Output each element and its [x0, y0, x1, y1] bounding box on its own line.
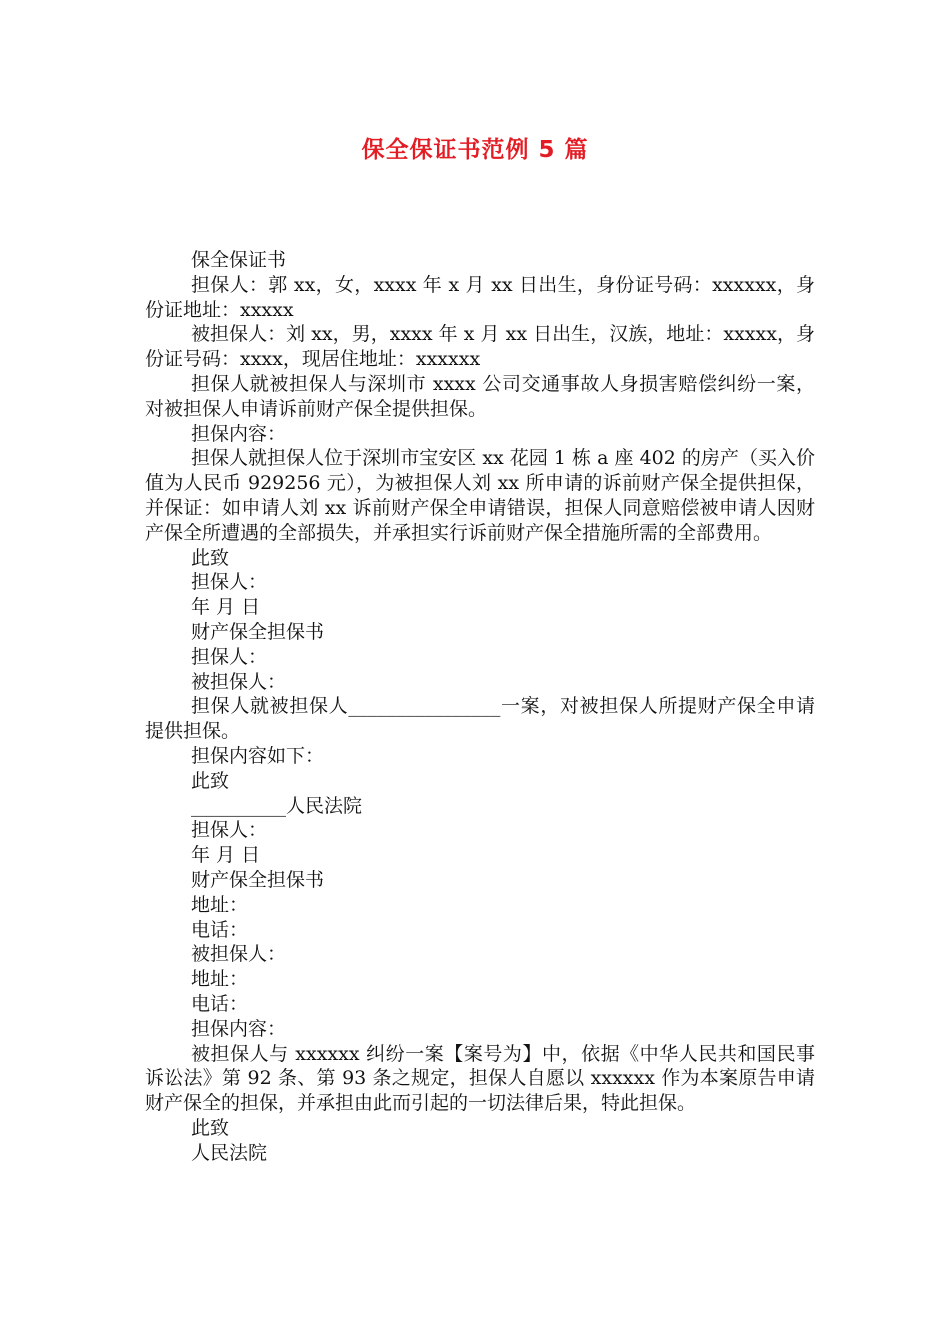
paragraph: 担保内容：: [191, 1017, 287, 1040]
paragraph: 担保人：: [191, 571, 268, 594]
paragraph: 此致: [191, 1116, 230, 1139]
paragraph: 年 月 日: [191, 844, 261, 867]
paragraph: 被担保人：: [191, 943, 287, 966]
paragraph: 担保人：郭 xx，女，xxxx 年 x 月 xx 日出生，身份证号码：xxxxxx，身份证地址：xxxxx: [145, 273, 815, 321]
document-title: 保全保证书范例 5 篇: [361, 137, 589, 163]
paragraph: 地址：: [191, 968, 249, 991]
paragraph: 担保内容如下：: [191, 744, 325, 767]
paragraph: 担保人：: [191, 645, 268, 668]
paragraph: 担保人就被担保人与深圳市 xxxx 公司交通事故人身损害赔偿纠纷一案，对被担保人申请诉前财产保全提供担保。: [145, 372, 815, 420]
paragraph: 担保人就被担保人________________一案，对被担保人所提财产保全申请提供担保。: [145, 695, 815, 743]
paragraph: 此致: [191, 769, 230, 792]
paragraph: 担保人：: [191, 819, 268, 842]
paragraph: 电话：: [191, 992, 249, 1015]
paragraph: 财产保全担保书: [191, 620, 325, 643]
paragraph: 年 月 日: [191, 596, 261, 619]
paragraph: 被担保人与 xxxxxx 纠纷一案【案号为】中，依据《中华人民共和国民事诉讼法》第 92 条、第 93 条之规定，担保人自愿以 xxxxxx 作为本案原告申请财产保全的担保，并承担由此而引起的一切法律后果，特此担保。: [145, 1042, 815, 1115]
paragraph: 担保内容：: [191, 422, 287, 445]
paragraph: 保全保证书: [191, 249, 287, 271]
paragraph: 地址：: [191, 893, 249, 916]
paragraph: 电话：: [191, 918, 249, 941]
paragraph: 人民法院: [191, 1141, 268, 1164]
paragraph: 被担保人：: [191, 670, 287, 693]
paragraph: 被担保人：刘 xx，男，xxxx 年 x 月 xx 日出生，汉族，地址：xxxxx，身份证号码：xxxx，现居住地址：xxxxxx: [145, 323, 815, 371]
paragraph: 财产保全担保书: [191, 868, 325, 891]
paragraph: __________人民法院: [191, 794, 363, 817]
document-body: [145, 248, 815, 1165]
paragraph: 此致: [191, 546, 230, 569]
paragraph: 担保人就担保人位于深圳市宝安区 xx 花园 1 栋 a 座 402 的房产（买入价值为人民币 929256 元），为被担保人刘 xx 所申请的诉前财产保全提供担保，并保证：如申请人刘 xx 诉前财产保全申请错误，担保人同意赔偿被申请人因财产保全所遭遇的全部损失，并承担实行诉前财产保全措施所需的全部费用。: [145, 447, 815, 544]
